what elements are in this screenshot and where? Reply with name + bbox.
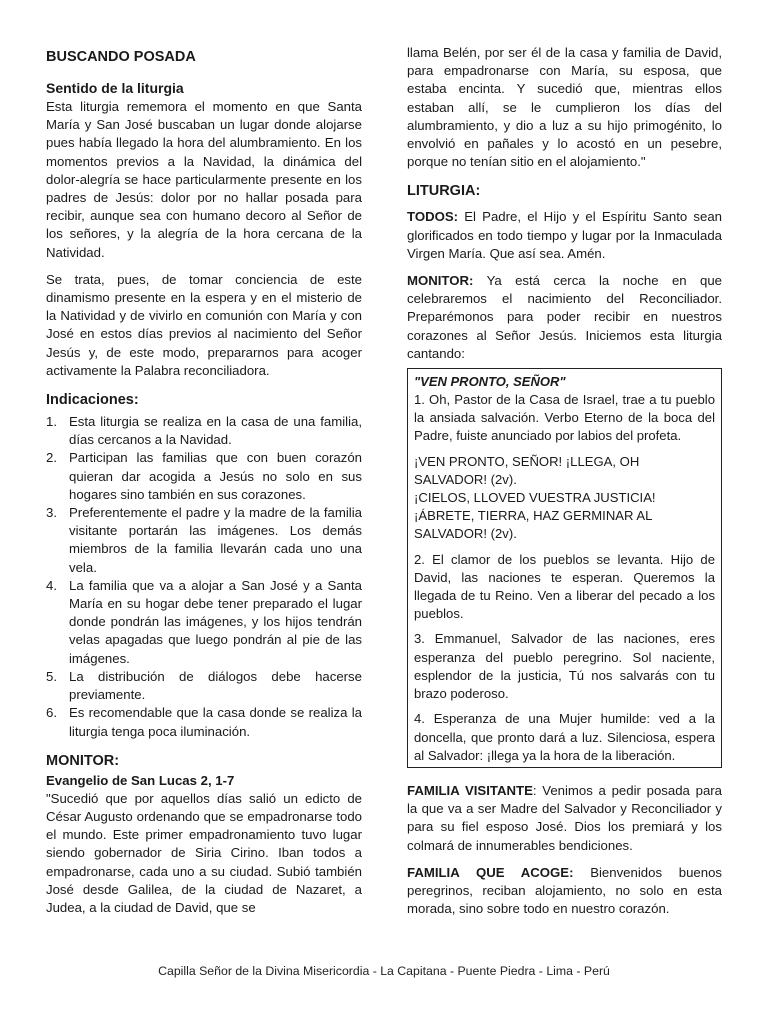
song-chorus-line-3: ¡ÁBRETE, TIERRA, HAZ GERMINAR AL SALVADOR! (2v). — [414, 508, 652, 542]
sentido-heading: Sentido de la liturgia — [46, 80, 184, 96]
list-item — [46, 504, 362, 577]
gospel-text-right: llama Belén, por ser él de la casa y familia de David, para empadronarse con María, su esposa, que estaba encinta. Y sucedió que, mientras ellos estaban allí, se le cumplieron los días del alumbramiento, y dio a luz a su hijo primogénito, lo envolvió en pañales y lo acostó en un pesebre, porque no tenían sitio en el alojamiento." — [407, 45, 722, 170]
familia-acoge-label: FAMILIA QUE ACOGE: — [407, 864, 574, 880]
monitor-text: Ya está cerca la noche en que celebraremos el nacimiento del Reconciliador. Preparémonos para poder recibir en nuestros corazones al Señor Jesús. Iniciemos esta liturgia cantando: — [407, 273, 722, 361]
familia-acoge-text: Bienvenidos buenos peregrinos, reciban alojamiento, no solo en esta morada, sino sobre todo en nuestro corazón. — [407, 864, 722, 917]
sentido-paragraph-1: Esta liturgia rememora el momento en que Santa María y San José buscaban un lugar donde alojarse pues había llegado la hora del alumbramiento. En los momentos previos a la Navidad, la dinámica del dolor-alegría se hace particularmente presente en los padres de Jesús: dolor por no hallar posada para recibir, aunque sea con humano decoro al Señor de los señores, y la alegría de la hora cercana de la Natividad. — [46, 99, 362, 260]
familia-acoge-paragraph — [407, 864, 722, 919]
monitor-label: MONITOR: — [407, 273, 474, 289]
list-item-text: La distribución de diálogos debe hacerse previamente. — [69, 668, 362, 703]
list-item-number: 4. — [46, 577, 57, 593]
song-verse-2: 2. El clamor de los pueblos se levanta. Hijo de David, las naciones te esperan. Queremos la llegada de tu Reino. Ven a liberar del pecado a los pueblos. — [414, 551, 715, 622]
todos-label: TODOS: — [407, 209, 459, 225]
list-item — [46, 704, 362, 740]
song-box — [407, 368, 722, 768]
list-item-number: 3. — [46, 505, 57, 521]
list-item-text: La familia que va a alojar a San José y a Santa María en su hogar debe tener preparado el lugar donde pondrán las imágenes, y los hijos tendrán velas apagadas que luego pondrán al pie de las imágenes. — [69, 577, 362, 666]
monitor-heading: MONITOR: — [46, 752, 120, 769]
list-item — [46, 668, 362, 704]
gospel-text-left: "Sucedió que por aquellos días salió un edicto de César Augusto ordenando que se empadronarse todo el mundo. Este primer empadronamiento tuvo lugar siendo gobernador de Siria Cirino. Iban todos a empadronarse, cada uno a su ciudad. Subió también José desde Galilea, de la ciudad de Nazaret, a Judea, a la ciudad de David, que se — [46, 790, 362, 915]
liturgia-heading: LITURGIA: — [407, 183, 481, 200]
sentido-paragraph-2: Se trata, pues, de tomar conciencia de este dinamismo presente en la espera y en el misterio de la Natividad y de vivirlo en comunión con María y con José en estos días previos al nacimiento del Señor Jesús y, de este modo, prepararnos para acoger activamente la Palabra reconciliadora. — [46, 271, 362, 378]
list-item-text: Participan las familias que con buen corazón quieran dar acogida a Jesús no solo en sus hogares sino también en sus corazones. — [69, 450, 362, 502]
todos-paragraph — [407, 208, 722, 263]
song-title: "VEN PRONTO, SEÑOR" — [414, 374, 566, 390]
list-item-number: 6. — [46, 705, 57, 721]
document-title: BUSCANDO POSADA — [46, 49, 196, 65]
song-verse-3: 3. Emmanuel, Salvador de las naciones, eres esperanza del pueblo peregrino. Sol naciente, esplendor de la justicia, Tú nos salvarás con tu brazo poderoso. — [414, 631, 715, 702]
page-footer: Capilla Señor de la Divina Misericordia - La Capitana - Puente Piedra - Lima - Perú — [158, 964, 610, 978]
monitor-paragraph — [407, 272, 722, 363]
list-item — [46, 449, 362, 504]
song-verse-1: 1. Oh, Pastor de la Casa de Israel, trae a tu pueblo la ansiada salvación. Verbo Eterno de la boca del Padre, fuiste anunciado por labios del profeta. — [414, 392, 715, 444]
familia-visitante-text: : Venimos a pedir posada para la que va a ser Madre del Salvador y Reconciliador y para su fiel esposo José. Dios los premiará y los colmará de innumerables bendiciones. — [407, 782, 723, 853]
indicaciones-list — [46, 413, 362, 741]
song-chorus-line-2: ¡CIELOS, LLOVED VUESTRA JUSTICIA! — [414, 490, 656, 506]
indicaciones-heading: Indicaciones: — [46, 392, 139, 409]
left-column — [46, 44, 362, 917]
todos-text: El Padre, el Hijo y el Espíritu Santo sean glorificados en todo tiempo y lugar por la Inmaculada Virgen María. Que así sea. Amén. — [407, 209, 722, 261]
gospel-title: Evangelio de San Lucas 2, 1-7 — [46, 772, 235, 788]
list-item-number: 1. — [46, 414, 57, 430]
list-item-number: 2. — [46, 450, 57, 466]
list-item-text: Preferentemente el padre y la madre de la familia visitante portarán las imágenes. Los demás miembros de la familia llevarán cada uno una vela. — [69, 505, 362, 575]
list-item — [46, 577, 362, 668]
list-item-text: Esta liturgia se realiza en la casa de una familia, días cercanos a la Navidad. — [69, 414, 362, 448]
song-chorus-line-1: ¡VEN PRONTO, SEÑOR! ¡LLEGA, OH SALVADOR! (2v). — [414, 453, 640, 487]
list-item — [46, 413, 362, 449]
list-item-number: 5. — [46, 668, 57, 684]
familia-visitante-paragraph — [407, 782, 722, 855]
right-column — [407, 44, 722, 918]
list-item-text: Es recomendable que la casa donde se realiza la liturgia tenga poca iluminación. — [69, 705, 362, 739]
familia-visitante-label: FAMILIA VISITANTE — [407, 782, 533, 798]
song-verse-4: 4. Esperanza de una Mujer humilde: ved a la doncella, que pronto dará a luz. Silenciosa, espera al Salvador: ¡llega ya la hora de la liberación. — [414, 711, 715, 763]
